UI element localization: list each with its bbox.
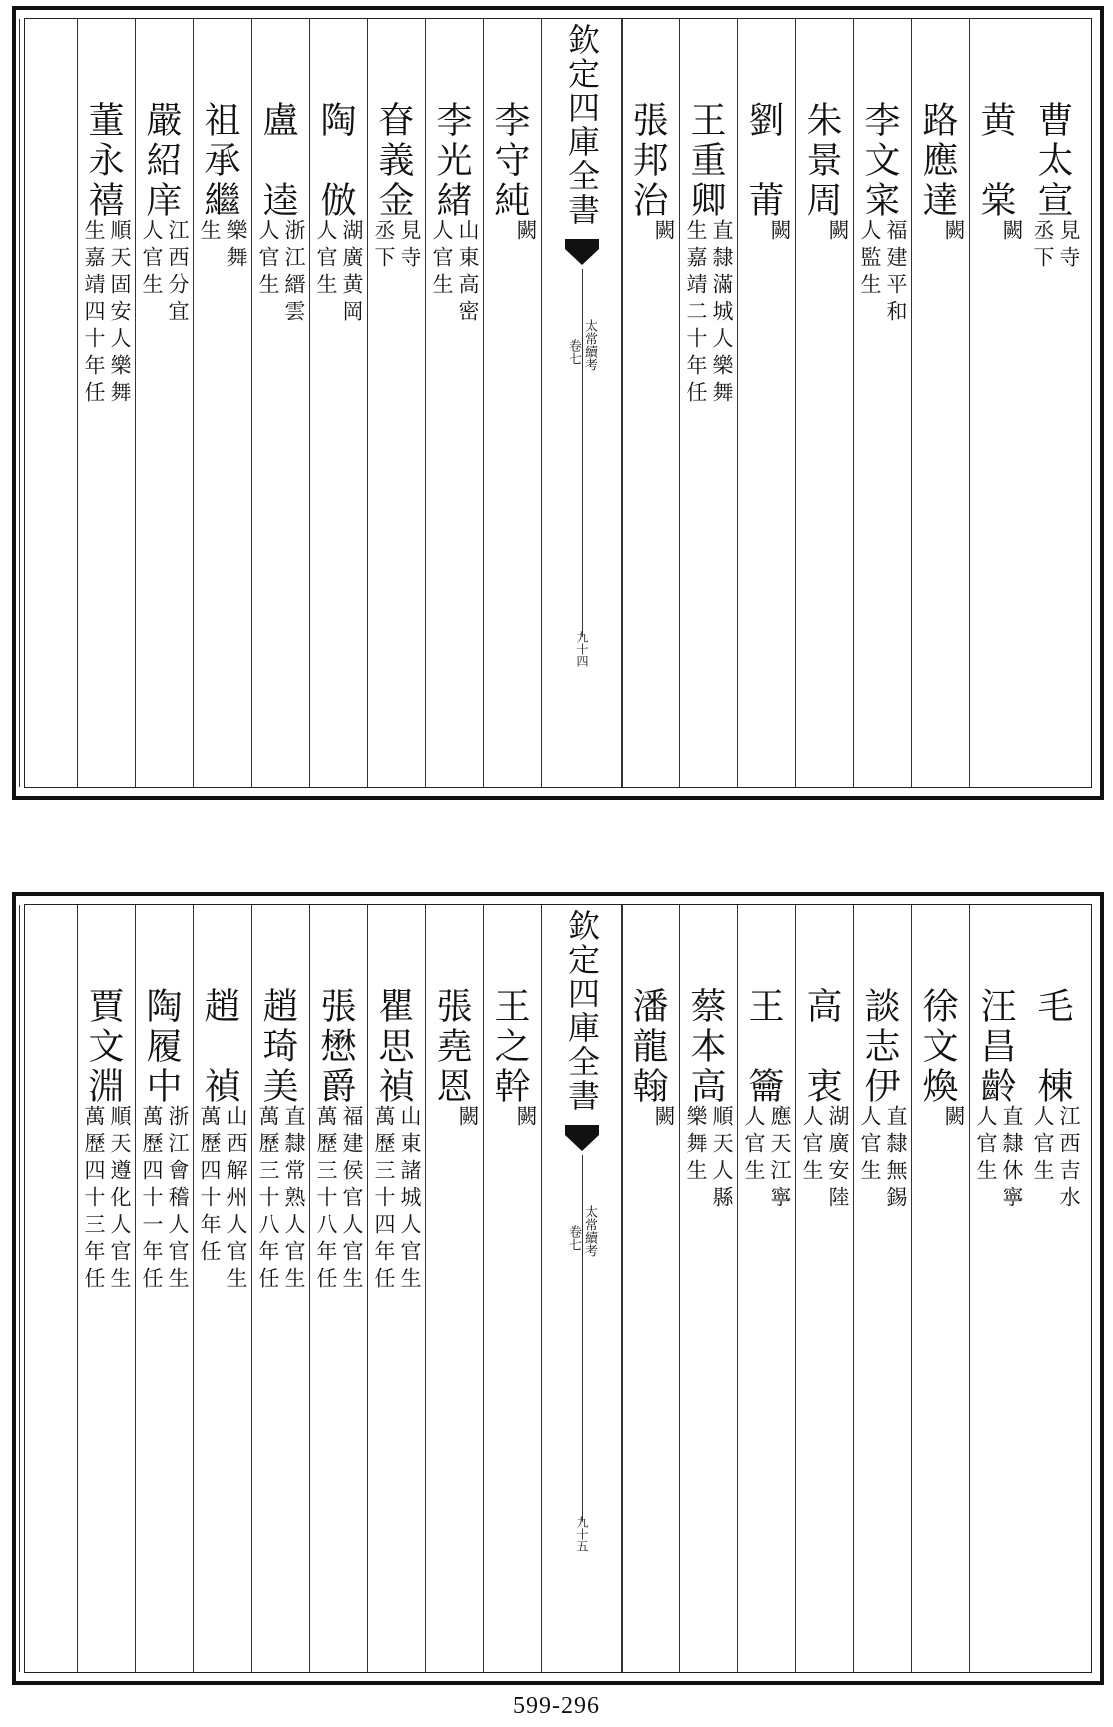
page-reference: 599-296 (513, 1693, 600, 1719)
person-name: 朱景周 (801, 101, 842, 221)
note-line-1: 闕 (942, 1105, 966, 1132)
entry-column (911, 905, 969, 1672)
entry-column (853, 905, 911, 1672)
entry-column (1027, 19, 1085, 787)
entry-column (911, 19, 969, 787)
note-line-2: 人官生 (742, 1105, 766, 1186)
entry-column (969, 905, 1027, 1672)
entry-column (251, 19, 309, 787)
bottom-page (12, 892, 1104, 1685)
volume-label: 卷七 (566, 339, 581, 365)
entry-column (425, 905, 483, 1672)
note-line-2: 丞下 (1031, 219, 1055, 273)
note-line-1: 樂舞 (224, 219, 248, 273)
entry-column (795, 905, 853, 1672)
person-name: 嚴紹庠 (141, 101, 182, 221)
entry-column (483, 19, 541, 787)
person-name: 張懋爵 (315, 987, 356, 1107)
note-line-1: 闕 (768, 219, 792, 246)
note-line-2: 人官生 (430, 219, 454, 300)
person-name: 王重卿 (685, 101, 726, 221)
note-line-2: 人官生 (974, 1105, 998, 1186)
entry-column (193, 19, 251, 787)
entry-column (483, 905, 541, 1672)
entry-column (135, 905, 193, 1672)
center-fold-column (541, 905, 623, 1672)
note-line-2: 人官生 (140, 219, 164, 300)
person-name: 李文寀 (859, 101, 900, 221)
note-line-1: 江西分宜 (166, 219, 190, 327)
person-name: 蔡本高 (685, 987, 726, 1107)
note-line-1: 闕 (514, 219, 538, 246)
note-line-2: 萬歷三十八年任 (256, 1105, 280, 1294)
person-name: 眘義金 (373, 101, 414, 221)
note-line-1: 順天人縣 (710, 1105, 734, 1213)
note-line-2: 人監生 (858, 219, 882, 300)
person-name: 汪昌齡 (975, 987, 1016, 1107)
note-line-1: 直隸滿城人樂舞 (710, 219, 734, 408)
note-line-1: 闕 (826, 219, 850, 246)
person-name: 王之幹 (489, 987, 530, 1107)
note-line-2: 生嘉靖四十年任 (82, 219, 106, 408)
note-line-2: 生嘉靖二十年任 (684, 219, 708, 408)
note-line-2: 人官生 (1031, 1105, 1055, 1186)
note-line-1: 順天遵化人官生 (108, 1105, 132, 1294)
person-name: 黄 棠 (975, 101, 1016, 221)
person-name: 趙琦美 (257, 987, 298, 1107)
person-name: 李守純 (489, 101, 530, 221)
note-line-1: 直隸無錫 (884, 1105, 908, 1213)
note-line-1: 福建平和 (884, 219, 908, 327)
person-name: 路應達 (917, 101, 958, 221)
entry-column (135, 19, 193, 787)
leaf-number: 九十四 (575, 631, 589, 667)
note-line-1: 浙江縉雲 (282, 219, 306, 327)
person-name: 毛 棟 (1032, 987, 1073, 1107)
book-subtitle: 太常續考 (582, 319, 597, 371)
note-line-1: 直隸休寧 (1000, 1105, 1024, 1213)
note-line-2: 人官生 (256, 219, 280, 300)
entry-column (367, 19, 425, 787)
person-name: 談志伊 (859, 987, 900, 1107)
note-line-1: 闕 (514, 1105, 538, 1132)
entry-column (19, 905, 77, 1672)
note-line-1: 順天固安人樂舞 (108, 219, 132, 408)
note-line-1: 山西解州人官生 (224, 1105, 248, 1294)
note-line-1: 直隸常熟人官生 (282, 1105, 306, 1294)
person-name: 盧 逵 (257, 101, 298, 221)
person-name: 祖承繼 (199, 101, 240, 221)
person-name: 陶 倣 (315, 101, 356, 221)
entry-column (193, 905, 251, 1672)
entry-column (679, 905, 737, 1672)
person-name: 張堯恩 (431, 987, 472, 1107)
person-name: 陶履中 (141, 987, 182, 1107)
fishtail-mark-icon (565, 1125, 599, 1151)
book-title: 欽定四庫全書 (563, 23, 601, 227)
note-line-1: 闕 (456, 1105, 480, 1132)
entry-column (795, 19, 853, 787)
center-fold-column (541, 19, 623, 787)
note-line-1: 福建侯官人官生 (340, 1105, 364, 1294)
note-line-1: 江西吉水 (1057, 1105, 1081, 1213)
volume-label: 卷七 (566, 1225, 581, 1251)
entry-column (621, 905, 679, 1672)
entry-column (19, 19, 77, 787)
person-name: 高 衷 (801, 987, 842, 1107)
note-line-1: 闕 (652, 219, 676, 246)
note-line-1: 山東諸城人官生 (398, 1105, 422, 1294)
entry-column (309, 905, 367, 1672)
note-line-1: 闕 (652, 1105, 676, 1132)
person-name: 徐文煥 (917, 987, 958, 1107)
bottom-page-frame (24, 904, 1092, 1673)
note-line-2: 萬歷四十三年任 (82, 1105, 106, 1294)
entry-column (621, 19, 679, 787)
entry-column (251, 905, 309, 1672)
person-name: 王 籥 (743, 987, 784, 1107)
note-line-1: 闕 (1000, 219, 1024, 246)
entry-column (367, 905, 425, 1672)
person-name: 李光緒 (431, 101, 472, 221)
entry-column (737, 19, 795, 787)
note-line-1: 見寺 (398, 219, 422, 273)
note-line-1: 湖廣安陸 (826, 1105, 850, 1213)
note-line-2: 生 (198, 219, 222, 246)
person-name: 劉 莆 (743, 101, 784, 221)
note-line-2: 萬歷四十年任 (198, 1105, 222, 1267)
note-line-2: 人官生 (858, 1105, 882, 1186)
person-name: 趙 禎 (199, 987, 240, 1107)
fishtail-mark-icon (565, 239, 599, 265)
entry-column (77, 905, 135, 1672)
leaf-number: 九十五 (575, 1516, 589, 1552)
person-name: 瞿思禎 (373, 987, 414, 1107)
note-line-2: 丞下 (372, 219, 396, 273)
person-name: 曹太宣 (1032, 101, 1073, 221)
entry-column (309, 19, 367, 787)
note-line-1: 山東高密 (456, 219, 480, 327)
note-line-2: 萬歷三十八年任 (314, 1105, 338, 1294)
note-line-1: 應天江寧 (768, 1105, 792, 1213)
book-title: 欽定四庫全書 (563, 909, 601, 1113)
person-name: 董永禧 (83, 101, 124, 221)
note-line-2: 樂舞生 (684, 1105, 708, 1186)
entry-column (679, 19, 737, 787)
entry-column (77, 19, 135, 787)
note-line-2: 人官生 (314, 219, 338, 300)
person-name: 潘龍翰 (627, 987, 668, 1107)
top-page (12, 6, 1104, 800)
note-line-1: 見寺 (1057, 219, 1081, 273)
entry-column (737, 905, 795, 1672)
note-line-2: 萬歷四十一年任 (140, 1105, 164, 1294)
note-line-1: 湖廣黄岡 (340, 219, 364, 327)
entry-column (1027, 905, 1085, 1672)
entry-column (969, 19, 1027, 787)
person-name: 張邦治 (627, 101, 668, 221)
note-line-2: 人官生 (800, 1105, 824, 1186)
person-name: 賈文淵 (83, 987, 124, 1107)
note-line-1: 闕 (942, 219, 966, 246)
note-line-2: 萬歷三十四年任 (372, 1105, 396, 1294)
entry-column (853, 19, 911, 787)
top-page-frame (24, 18, 1092, 788)
note-line-1: 浙江會稽人官生 (166, 1105, 190, 1294)
entry-column (425, 19, 483, 787)
book-subtitle: 太常續考 (582, 1205, 597, 1257)
